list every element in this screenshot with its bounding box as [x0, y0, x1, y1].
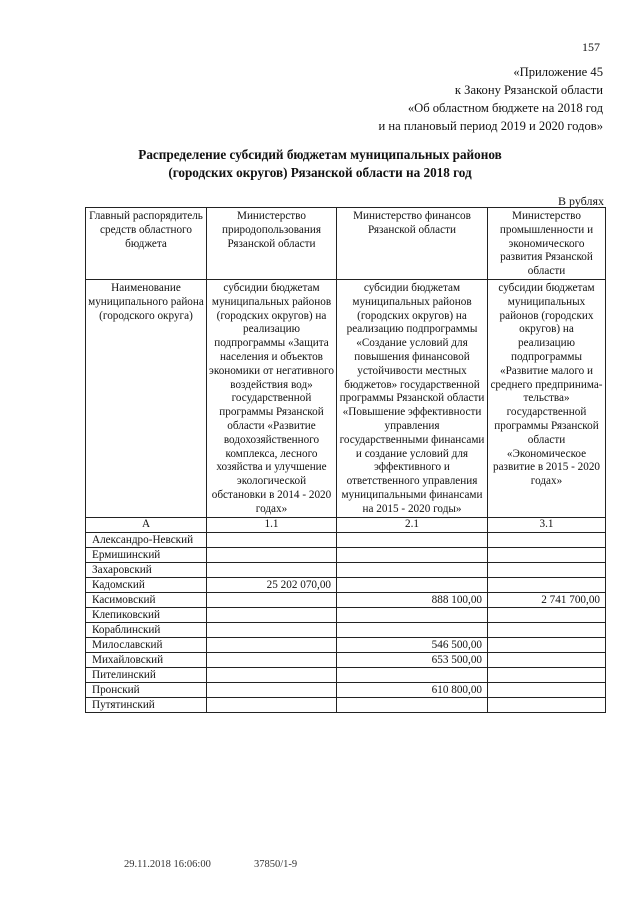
header-label-cell: Главный распорядитель средств областного бюджета [86, 208, 207, 280]
column-code-cell: А [86, 517, 207, 532]
table-row [86, 532, 606, 547]
table-row [86, 592, 606, 607]
column-code-cell: 3.1 [488, 517, 606, 532]
amount-cell [207, 562, 337, 577]
table-row [86, 667, 606, 682]
amount-cell [337, 607, 488, 622]
title-line: Распределение субсидий бюджетам муниципальных районов [138, 147, 502, 162]
appendix-line: «Об областном бюджете на 2018 год [407, 101, 603, 115]
amount-cell: 2 741 700,00 [488, 592, 606, 607]
title-line: (городских округов) Рязанской области на 2018 год [168, 165, 472, 180]
district-name: Касимовский [86, 592, 207, 607]
amount-cell [337, 577, 488, 592]
amount-cell [488, 637, 606, 652]
district-name: Ермишинский [86, 547, 207, 562]
subsidy-cell: субсидии бюджетам муниципальных районов (городских округов) на реализацию подпрограммы «Развитие малого и среднего предпринима-тельства» государственной программы Рязанской области «Экономическое развитие в 2015 - 2020 годах» [488, 279, 606, 517]
amount-cell: 888 100,00 [337, 592, 488, 607]
amount-cell [337, 697, 488, 712]
appendix-line: «Приложение 45 [513, 65, 603, 79]
district-name: Александро-Невский [86, 532, 207, 547]
amount-cell [337, 532, 488, 547]
amount-cell: 25 202 070,00 [207, 577, 337, 592]
amount-cell [488, 547, 606, 562]
page-number: 157 [582, 40, 600, 54]
subsidy-cell: субсидии бюджетам муниципальных районов (городских округов) на реализацию подпрограммы «Создание условий для повышения финансовой устойчивости местных бюджетов» государственной программы Рязанской области «Повышение эффективности управления государственными финансами и создание условий для эффективного и ответственного управления муниципальными финансами на 2015 - 2020 годы» [337, 279, 488, 517]
subsidy-label-cell: Наименование муниципального района (городского округа) [86, 279, 207, 517]
district-name: Михайловский [86, 652, 207, 667]
district-name: Пронский [86, 682, 207, 697]
ministry-cell: Министерство природопользования Рязанской области [207, 208, 337, 280]
district-name: Пителинский [86, 667, 207, 682]
amount-cell [207, 607, 337, 622]
amount-cell [207, 532, 337, 547]
amount-cell [488, 667, 606, 682]
table-row [86, 637, 606, 652]
district-name: Путятинский [86, 697, 207, 712]
table-row [86, 622, 606, 637]
amount-cell [488, 697, 606, 712]
amount-cell [207, 652, 337, 667]
amount-cell [488, 562, 606, 577]
table-row [86, 652, 606, 667]
district-name: Кораблинский [86, 622, 207, 637]
table-row [86, 682, 606, 697]
amount-cell [488, 532, 606, 547]
amount-cell [488, 607, 606, 622]
amount-cell [488, 682, 606, 697]
district-name: Кадомский [86, 577, 207, 592]
amount-cell [207, 682, 337, 697]
column-code-row [86, 517, 606, 532]
footer-timestamp: 29.11.2018 16:06:00 [124, 859, 211, 870]
appendix-line: и на плановый период 2019 и 2020 годов» [378, 119, 603, 133]
amount-cell [488, 577, 606, 592]
amount-cell: 610 800,00 [337, 682, 488, 697]
appendix-header [223, 63, 603, 135]
amount-cell [207, 697, 337, 712]
column-code-cell: 1.1 [207, 517, 337, 532]
table-row [86, 577, 606, 592]
amount-cell [488, 622, 606, 637]
subsidy-cell: субсидии бюджетам муниципальных районов (городских округов) на реализацию подпрограммы «Защита населения и объектов экономики от негативного воздействия вод» государственной программы Рязанской области «Развитие водохозяйственного комплекса, лесного хозяйства и улучшение экологической обстановки в 2014 - 2020 годах» [207, 279, 337, 517]
table-row [86, 547, 606, 562]
currency-note: В рублях [557, 194, 604, 208]
amount-cell [207, 547, 337, 562]
table-row [86, 562, 606, 577]
table-row [86, 607, 606, 622]
amount-cell [207, 667, 337, 682]
appendix-line: к Закону Рязанской области [454, 83, 603, 97]
amount-cell [207, 592, 337, 607]
table-header-row [86, 208, 606, 280]
amount-cell: 653 500,00 [337, 652, 488, 667]
amount-cell: 546 500,00 [337, 637, 488, 652]
amount-cell [337, 667, 488, 682]
district-name: Захаровский [86, 562, 207, 577]
amount-cell [207, 637, 337, 652]
district-name: Клепиковский [86, 607, 207, 622]
amount-cell [207, 622, 337, 637]
document-title [85, 146, 555, 182]
district-name: Милославский [86, 637, 207, 652]
ministry-cell: Министерство промышленности и экономического развития Рязанской области [488, 208, 606, 280]
amount-cell [488, 652, 606, 667]
column-code-cell: 2.1 [337, 517, 488, 532]
table-row [86, 697, 606, 712]
subsidy-table [85, 207, 606, 713]
amount-cell [337, 547, 488, 562]
amount-cell [337, 622, 488, 637]
ministry-cell: Министерство финансов Рязанской области [337, 208, 488, 280]
amount-cell [337, 562, 488, 577]
footer-doc-code: 37850/1-9 [254, 859, 298, 870]
subsidy-row [86, 279, 606, 517]
